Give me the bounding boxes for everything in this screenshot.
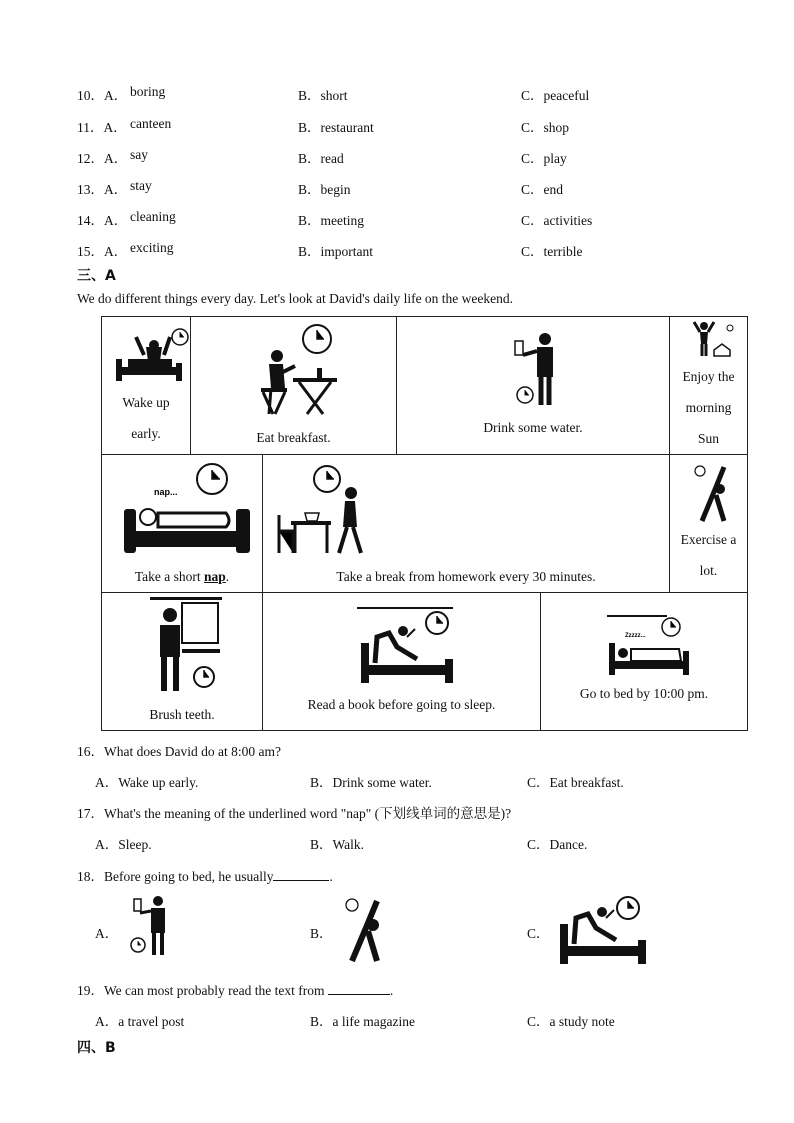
wake-up-icon [114,325,190,383]
answer-blank [273,868,329,881]
eat-breakfast-icon [257,322,341,418]
caption-line: lot. [699,563,718,578]
cell-go-to-bed [540,592,748,731]
caption-line: Brush teeth. [149,707,215,722]
caption-line: morning [685,400,732,415]
section-heading: 四、B [77,1040,116,1056]
caption-line: Drink some water. [483,420,583,435]
caption-line: Wake up [122,395,170,410]
stem-text: 19．We can most probably read the text from [77,983,325,998]
option-b: B．important [298,244,373,259]
caption-line: early. [131,426,161,441]
option-c: C．shop [521,120,570,135]
section-heading: 三、A [77,268,116,284]
drink-water-icon [513,331,563,407]
option-row [0,84,794,104]
cell-read-book [262,592,541,731]
option-c: C．play [521,151,567,166]
option-row [0,147,794,167]
caption-nap [102,561,262,592]
cell-exercise [669,454,748,593]
q17-option-a[interactable]: A．Sleep. [95,837,152,852]
q18-option-b[interactable]: B． [310,926,333,941]
option-a: exciting [130,240,174,255]
nap-icon [122,461,254,555]
passage-intro: We do different things every day. Let's look at David's daily life on the weekend. [77,291,514,306]
cell-wake-up [101,316,191,455]
question-19-stem [77,979,393,999]
question-18-stem [77,865,333,885]
enjoy-sun-icon [690,320,734,358]
option-b: B．meeting [298,213,364,228]
stem-end: . [329,869,333,884]
question-17-stem: 17．What's the meaning of the underlined word "nap" (下划线单词的意思是)? [77,806,512,821]
question-number: 14．A． [77,213,128,228]
question-16-stem: 16．What does David do at 8:00 am? [77,744,281,759]
cell-enjoy-sun [669,316,748,455]
cell-drink-water [396,316,670,455]
caption-line: Eat breakfast. [256,430,331,445]
zzz-text: Zzzzz... [625,633,646,639]
go-to-bed-icon [607,615,691,677]
read-book-icon [558,894,650,966]
option-c: C．activities [521,213,593,228]
caption-line: Exercise a [680,532,737,547]
q19-option-a[interactable]: A．a travel post [95,1014,185,1029]
question-number: 10．A． [77,88,128,103]
option-c: C．peaceful [521,88,590,103]
option-b: B．restaurant [298,120,374,135]
question-number: 11．A． [77,120,127,135]
option-a: canteen [130,116,172,131]
option-b: B．read [298,151,344,166]
caption-line: Enjoy the [682,369,735,384]
cell-nap [101,454,263,593]
stem-text: 18．Before going to bed, he usually [77,869,274,884]
take-break-icon [275,463,365,555]
underlined-word-nap: nap [204,569,226,584]
exercise-icon [694,465,730,523]
q16-option-b[interactable]: B．Drink some water. [310,775,432,790]
cell-brush-teeth [101,592,263,731]
caption-line: Go to bed by 10:00 pm. [579,686,709,701]
q16-option-a[interactable]: A．Wake up early. [95,775,199,790]
cell-eat-breakfast [190,316,397,455]
exercise-icon [343,897,383,963]
option-row [0,240,794,260]
brush-teeth-icon [148,597,224,693]
option-row [0,178,794,198]
caption-line: Sun [697,431,719,446]
q17-option-b[interactable]: B．Walk. [310,837,365,852]
option-row [0,209,794,229]
q19-option-b[interactable]: B．a life magazine [310,1014,415,1029]
option-c: C．terrible [521,244,583,259]
q18-option-a[interactable]: A． [95,926,119,941]
q16-option-c[interactable]: C．Eat breakfast. [527,775,624,790]
option-b: B．begin [298,182,351,197]
answer-blank [328,982,390,995]
option-a: stay [130,178,152,193]
nap-label: nap... [154,487,178,497]
caption-text: Take a short [134,569,204,584]
question-number: 15．A． [77,244,128,259]
q18-option-c[interactable]: C． [527,926,550,941]
question-number: 12．A． [77,151,128,166]
option-a: cleaning [130,209,176,224]
option-b: B．short [298,88,348,103]
q19-option-c[interactable]: C．a study note [527,1014,615,1029]
option-a: boring [130,84,166,99]
caption-text: . [225,569,230,584]
read-book-icon [357,607,453,685]
caption-line: Take a break from homework every 30 minutes. [336,569,596,584]
stem-end: . [389,983,394,998]
caption-line: Read a book before going to sleep. [307,697,496,712]
q17-option-c[interactable]: C．Dance. [527,837,588,852]
question-number: 13．A． [77,182,128,197]
option-c: C．end [521,182,563,197]
cell-take-break [262,454,670,593]
option-row [0,116,794,136]
option-a: say [130,147,148,162]
drink-water-icon [128,895,174,957]
